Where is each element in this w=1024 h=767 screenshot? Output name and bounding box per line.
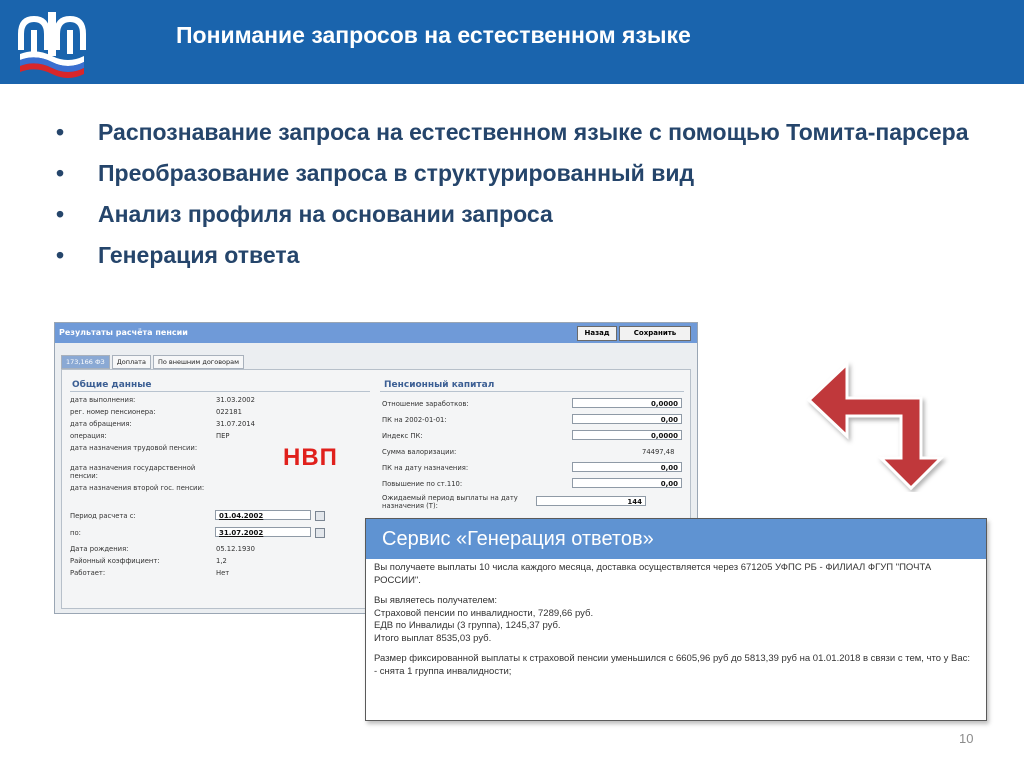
service-title: Сервис «Генерация ответов» xyxy=(366,519,986,559)
bullet-item: • Распознавание запроса на естественном языке с помощью Томита-парсера xyxy=(56,116,996,149)
field-value: 74497,48 xyxy=(642,448,675,456)
field-label: Отношение заработков: xyxy=(382,400,469,408)
page-number: 10 xyxy=(959,731,974,746)
field-label: дата назначения трудовой пенсии: xyxy=(70,444,198,452)
field-value: ПЕР xyxy=(216,432,230,440)
nvp-marker: НВП xyxy=(283,444,338,471)
field-label: ПК на дату назначения: xyxy=(382,464,469,472)
field-label: рег. номер пенсионера: xyxy=(70,408,156,416)
field-label: Районный коэффициент: xyxy=(70,557,160,565)
field-label: Индекс ПК: xyxy=(382,432,423,440)
tab-doplata[interactable]: Доплата xyxy=(112,355,151,369)
divider xyxy=(70,391,370,392)
service-paragraph: Размер фиксированной выплаты к страховой пенсии уменьшился с 6605,96 руб до 5813,39 руб на 01.01.2018 в связи с тем, что у Вас: - снята 1 группа инвалидности; xyxy=(374,653,971,677)
save-button[interactable]: Сохранить xyxy=(619,326,691,341)
slide-title: Понимание запросов на естественном языке xyxy=(176,22,691,48)
tab-173-166-fz[interactable]: 173,166 ФЗ xyxy=(61,355,110,369)
pk-assignment-field[interactable]: 0,00 xyxy=(572,462,682,472)
field-label: Дата рождения: xyxy=(70,545,129,553)
bullet-icon: • xyxy=(56,201,65,227)
field-label: Ожидаемый период выплаты на дату назначения (Т): xyxy=(382,494,518,510)
period-to-label: по: xyxy=(70,529,81,537)
bullet-icon: • xyxy=(56,160,65,186)
expected-period-field[interactable]: 144 xyxy=(536,496,646,506)
field-value: 31.03.2002 xyxy=(216,396,255,404)
bullet-icon: • xyxy=(56,119,65,145)
service-paragraph: Вы получаете выплаты 10 числа каждого месяца, доставка осуществляется через 671205 УФПС РБ - ФИЛИАЛ ФГУП "ПОЧТА РОССИИ". xyxy=(374,562,932,586)
pension-fund-logo-icon xyxy=(10,4,94,80)
field-label: дата выполнения: xyxy=(70,396,136,404)
field-label: Повышение по ст.110: xyxy=(382,480,463,488)
tab-bar xyxy=(61,355,246,369)
field-label: дата назначения государственной пенсии: xyxy=(70,464,196,480)
divider xyxy=(380,391,684,392)
period-from-label: Период расчета с: xyxy=(70,512,136,520)
pension-capital-heading: Пенсионный капитал xyxy=(384,380,495,390)
earnings-ratio-field[interactable]: 0,0000 xyxy=(572,398,682,408)
slide-header xyxy=(0,0,1024,84)
increase-art110-field[interactable]: 0,00 xyxy=(572,478,682,488)
bullet-list xyxy=(56,116,996,280)
window-title: Результаты расчёта пенсии xyxy=(59,328,188,337)
back-button[interactable]: Назад xyxy=(577,326,617,341)
calendar-icon[interactable] xyxy=(315,511,325,521)
field-label: дата назначения второй гос. пенсии: xyxy=(70,484,205,492)
answer-generation-service-panel xyxy=(365,518,987,721)
field-label: Работает: xyxy=(70,569,106,577)
bullet-item: • Преобразование запроса в структурированный вид xyxy=(56,157,996,190)
field-value: 31.07.2014 xyxy=(216,420,255,428)
period-to-input[interactable]: 31.07.2002 xyxy=(215,527,311,537)
field-label: операция: xyxy=(70,432,107,440)
service-paragraph: Вы являетесь получателем: Страховой пенсии по инвалидности, 7289,66 руб. ЕДВ по Инвалиды (3 группа), 1245,37 руб. Итого выплат 8535,03 руб. xyxy=(374,595,594,644)
calendar-icon[interactable] xyxy=(315,528,325,538)
field-value: 022181 xyxy=(216,408,242,416)
field-label: Сумма валоризации: xyxy=(382,448,457,456)
bullet-item: • Генерация ответа xyxy=(56,239,996,272)
field-value: Нет xyxy=(216,569,230,577)
field-value: 05.12.1930 xyxy=(216,545,255,553)
general-data-heading: Общие данные xyxy=(72,380,152,390)
bullet-item: • Анализ профиля на основании запроса xyxy=(56,198,996,231)
field-value: 1,2 xyxy=(216,557,227,565)
bullet-icon: • xyxy=(56,242,65,268)
field-label: дата обращения: xyxy=(70,420,132,428)
arrow-icon xyxy=(805,360,955,492)
pk-2002-field[interactable]: 0,00 xyxy=(572,414,682,424)
tab-external-contracts[interactable]: По внешним договорам xyxy=(153,355,244,369)
window-title-bar xyxy=(55,323,697,343)
service-body xyxy=(366,559,986,678)
pk-index-field[interactable]: 0,0000 xyxy=(572,430,682,440)
period-from-input[interactable]: 01.04.2002 xyxy=(215,510,311,520)
field-label: ПК на 2002-01-01: xyxy=(382,416,447,424)
